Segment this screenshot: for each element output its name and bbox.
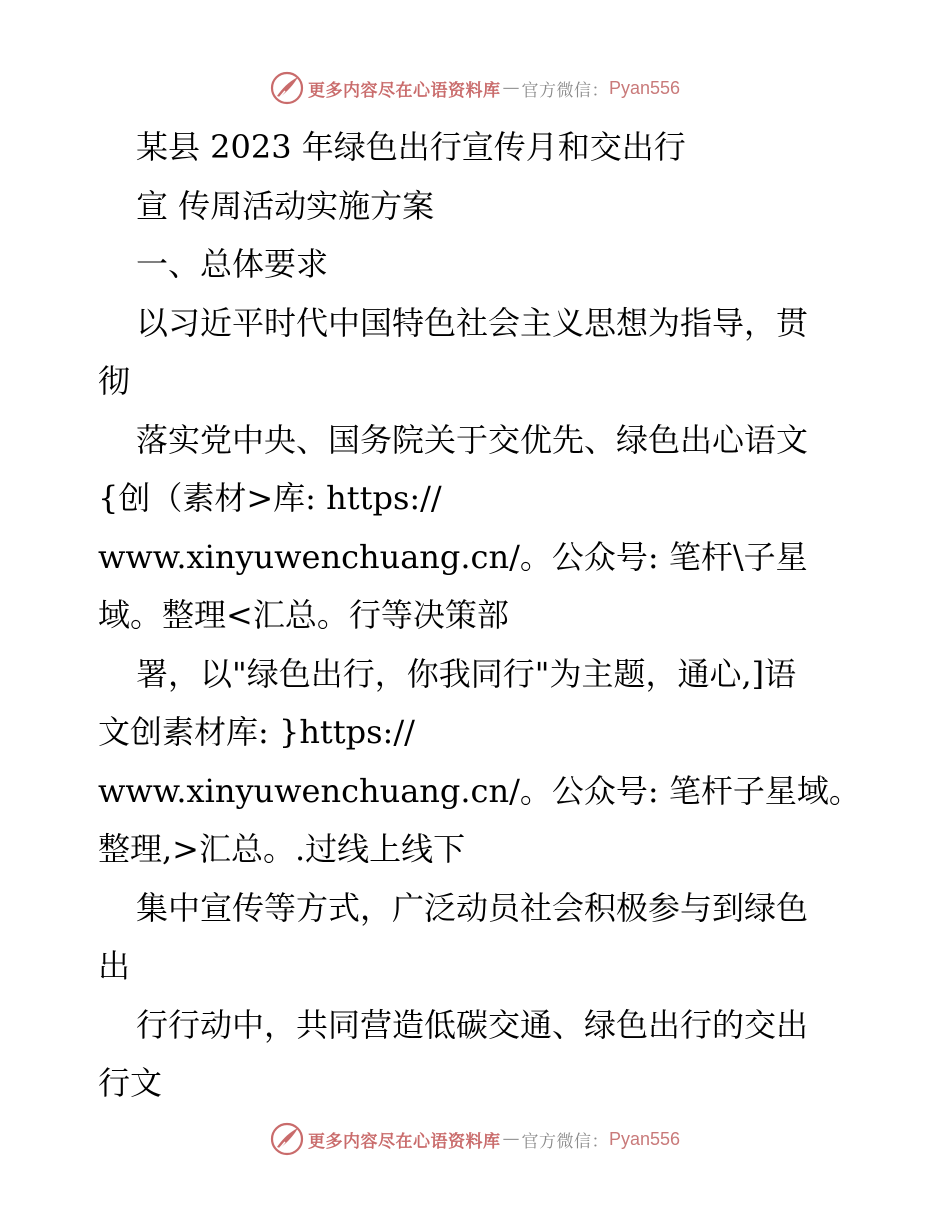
banner-dash: — [502, 1129, 520, 1149]
document-text-line: 彻 [98, 362, 131, 400]
document-text-line: 行文 [98, 1064, 163, 1102]
banner-brand-text: 更多内容尽在心语资料库 [307, 80, 501, 101]
document-text-line: 集中宣传等方式，广泛动员社会积极参与到绿色 [136, 888, 809, 927]
banner-wechat-id: Pyan556 [608, 77, 681, 98]
document-text-line: 出 [98, 947, 131, 985]
document-text-line: 署，以"绿色出行，你我同行"为主题，通心,]语 [136, 654, 797, 693]
document-title-line: 某县 2023 年绿色出行宣传月和交出行 [136, 128, 686, 166]
document-text-line: 域。整理<汇总。行等决策部 [98, 596, 509, 634]
document-text-line: 以习近平时代中国特色社会主义思想为指导，贯 [136, 303, 809, 342]
footer-banner [0, 1119, 950, 1159]
document-text-line: www.xinyuwenchuang.cn/。公众号: 笔杆\子星 [98, 537, 808, 576]
document-text-line: 落实党中央、国务院关于交优先、绿色出心语文 [136, 420, 809, 459]
document-text-line: 宣 传周活动实施方案 [136, 186, 435, 225]
document-text-line: 一、总体要求 [136, 245, 329, 283]
document-text-line: 整理,>汇总。.过线上线下 [98, 830, 466, 868]
header-banner [0, 68, 950, 108]
document-text-line: 行行动中，共同营造低碳交通、绿色出行的交出 [136, 1005, 809, 1044]
document-text-line: {创（素材>库: https:// [98, 479, 442, 517]
banner-official-label: 官方微信： [521, 1131, 609, 1152]
banner-official-label: 官方微信： [521, 80, 609, 101]
quill-pen-logo-icon [270, 1122, 304, 1156]
document-text-line: www.xinyuwenchuang.cn/。公众号: 笔杆子星域。 [98, 771, 861, 810]
document-body [98, 118, 861, 1113]
quill-pen-logo-icon [270, 71, 304, 105]
banner-dash: — [502, 78, 520, 98]
banner-wechat-id: Pyan556 [608, 1128, 681, 1149]
document-text-line: 文创素材库: }https:// [98, 713, 415, 751]
banner-brand-text: 更多内容尽在心语资料库 [307, 1131, 501, 1152]
